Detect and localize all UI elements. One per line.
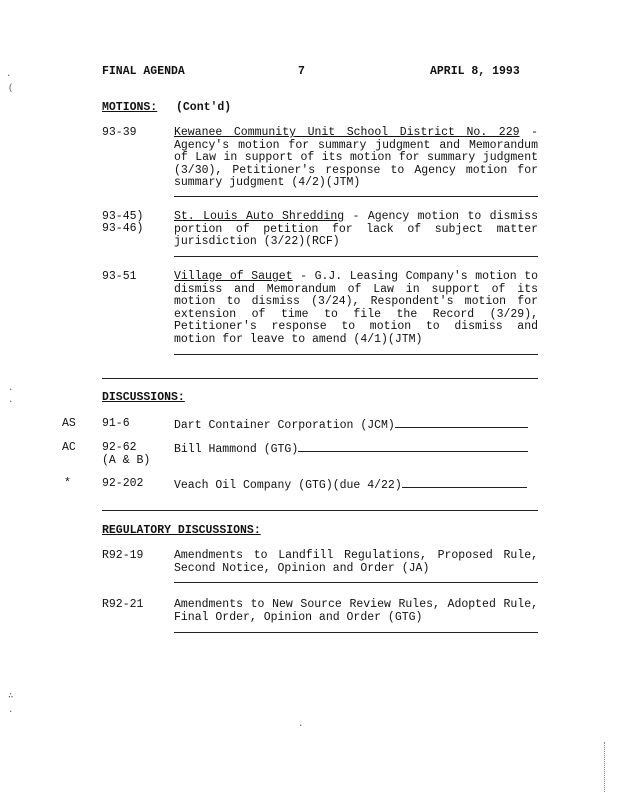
motion-number: 93-39: [102, 126, 137, 139]
discussion-item: [174, 418, 538, 433]
signature-line: [402, 478, 527, 488]
section-divider: [102, 378, 538, 379]
discussion-text: Bill Hammond (GTG): [174, 443, 299, 456]
motion-item: [174, 271, 538, 346]
header-date: APRIL 8, 1993: [430, 65, 520, 78]
discussion-number: 92-62: [102, 441, 137, 454]
scan-speck: ·: [8, 707, 14, 717]
motion-text: - G.J. Leasing Company's motion to dismiss and Memorandum of Law in support of its motion to dismiss (3/24), Respondent's motion for extension of time to file the Record (3/29), Petitioner's response to motion to dismiss and motion for leave to amend (4/1)(JTM): [174, 270, 538, 346]
signature-line: [174, 256, 538, 257]
signature-line: [174, 354, 538, 355]
scan-speck: ·: [6, 71, 12, 81]
motion-title: Village of Sauget: [174, 270, 293, 283]
motion-number-2: 93-46): [102, 222, 144, 235]
signature-line: [174, 196, 538, 197]
discussion-number: 91-6: [102, 417, 130, 430]
discussion-mark: AS: [62, 417, 76, 430]
scan-speck: ·: [298, 721, 304, 731]
regulatory-item: [174, 550, 538, 575]
scan-speck: (: [8, 83, 14, 93]
scan-speck: ∴: [8, 691, 14, 701]
page-number: 7: [298, 65, 305, 78]
discussion-number: 92-202: [102, 477, 144, 490]
signature-line: [174, 632, 538, 633]
motion-title: Kewanee Community Unit School District No. 229: [174, 126, 520, 139]
motion-item: [174, 127, 538, 190]
scan-speck: ·: [8, 397, 14, 407]
discussion-text: Dart Container Corporation (JCM): [174, 419, 395, 432]
signature-line: [174, 582, 538, 583]
discussion-text: Veach Oil Company (GTG)(due 4/22): [174, 479, 402, 492]
header-title: FINAL AGENDA: [102, 65, 185, 78]
signature-line: [298, 442, 528, 452]
section-divider: [102, 510, 538, 511]
scan-edge: [604, 742, 605, 792]
motion-title: St. Louis Auto Shredding: [174, 210, 345, 223]
motions-heading: MOTIONS:: [102, 101, 158, 114]
scan-speck: ·: [8, 385, 14, 395]
discussion-mark: *: [64, 477, 71, 490]
regulatory-text: Amendments to New Source Review Rules, Adopted Rule, Final Order, Opinion and Order (GTG): [174, 598, 538, 624]
motion-item: [174, 211, 538, 249]
motion-number: 93-51: [102, 270, 137, 283]
discussions-heading: DISCUSSIONS:: [102, 391, 185, 404]
discussion-item: [174, 478, 538, 493]
regulatory-heading: REGULATORY DISCUSSIONS:: [102, 524, 261, 537]
regulatory-text: Amendments to Landfill Regulations, Proposed Rule, Second Notice, Opinion and Order (JA): [174, 549, 538, 575]
motion-text: - Agency motion to dismiss portion of petition for lack of subject matter jurisdiction (3/22)(RCF): [174, 210, 538, 248]
regulatory-number: R92-21: [102, 598, 144, 611]
regulatory-item: [174, 599, 538, 624]
regulatory-number: R92-19: [102, 549, 144, 562]
signature-line: [395, 418, 528, 428]
motion-text: - Agency's motion for summary judgment and Memorandum of Law in support of its motion for summary judgment (3/30), Petitioner's response to Agency motion for summary judgment (4/2)(JTM): [174, 126, 538, 189]
discussion-item: [174, 442, 538, 457]
motion-number: 93-45): [102, 210, 144, 223]
discussion-sub: (A & B): [102, 454, 151, 467]
motions-cont: (Cont'd): [176, 101, 232, 114]
discussion-mark: AC: [62, 441, 76, 454]
